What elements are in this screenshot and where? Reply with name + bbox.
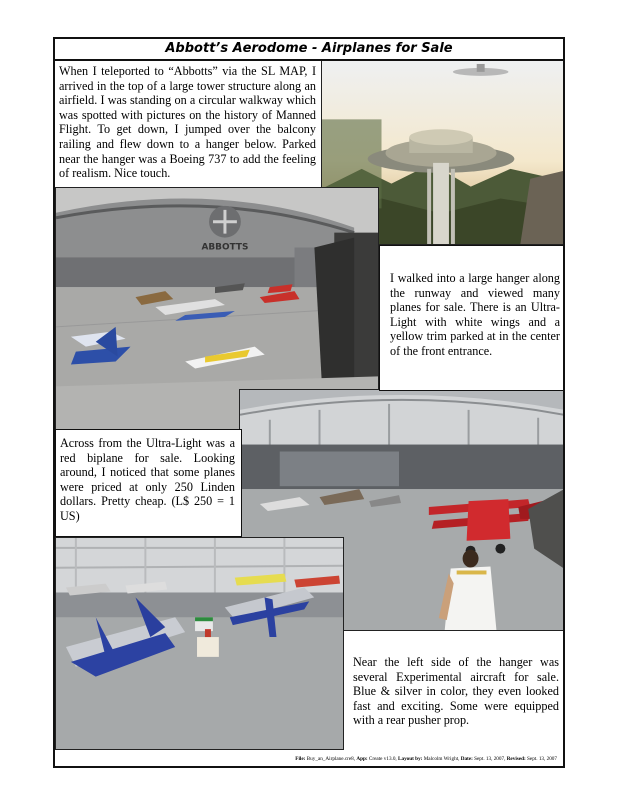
footer-layout: Malcolm Wright,	[423, 756, 460, 762]
footer-revised: Sept. 13, 2007	[527, 756, 557, 762]
experimental-aircraft-photo	[55, 537, 344, 750]
footer-file: Buy_an_Airplane.cre8,	[306, 756, 356, 762]
footer-app: Create v13.0,	[368, 756, 397, 762]
footer-date-label: Date:	[460, 756, 473, 762]
footer-layout-label: Layout by:	[398, 756, 423, 762]
footer-date: Sept. 13, 2007,	[474, 756, 506, 762]
biplane-paragraph: Across from the Ultra-Light was a red biplane for sale. Looking around, I noticed that some planes were priced at only 250 Linden dollars. Pretty cheap. (L$ 250 = 1 US)	[55, 429, 242, 537]
page-title: Abbott’s Aerodome - Airplanes for Sale	[55, 39, 563, 61]
hangar-paragraph: I walked into a large hanger along the runway and viewed many planes for sale. There is an Ultra-Light with white wings and a yellow trim parked at in the center of the front entrance.	[379, 245, 565, 391]
footer-file-label: File:	[295, 756, 306, 762]
footer	[59, 756, 557, 763]
hangar-sign: ABBOTTS	[201, 242, 249, 253]
footer-revised-label: Revised:	[506, 756, 526, 762]
experimental-paragraph: Near the left side of the hanger was several Experimental aircraft for sale. Blue & silver in color, they even looked fast and exciting. Some were equipped with a rear pusher prop.	[349, 635, 559, 728]
document-page	[53, 37, 565, 768]
intro-paragraph: When I teleported to “Abbotts” via the SL MAP, I arrived in the top of a large tower structure along an airfield. I was standing on a circular walkway which was spotted with pictures on the history of Manned Flight. To get down, I jumped over the balcony railing and flew down to a hanger below. Parked near the hanger was a Boeing 737 to add the feeling of realism. Nice touch.	[59, 64, 316, 181]
footer-app-label: App:	[356, 756, 368, 762]
